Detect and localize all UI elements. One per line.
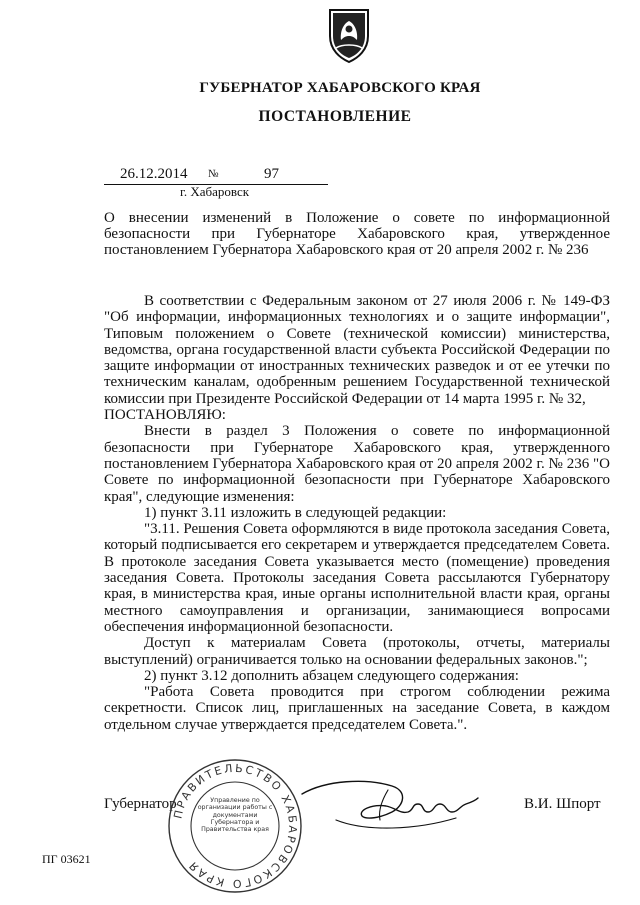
issue-city: г. Хабаровск xyxy=(180,184,250,199)
body-paragraph-access: Доступ к материалам Совета (протоколы, отчеты, материалы выступлений) ограничивается только на основании федеральных законов."; xyxy=(104,635,610,668)
registration-code: ПГ 03621 xyxy=(42,852,91,866)
body-paragraph-item-2: 2) пункт 3.12 дополнить абзацем следующего содержания: xyxy=(144,667,519,684)
handwritten-signature xyxy=(296,776,480,834)
number-sign-label: № xyxy=(208,168,219,180)
document-body xyxy=(104,293,610,733)
official-stamp xyxy=(166,757,304,895)
decree-word: ПОСТАНОВЛЯЮ: xyxy=(104,407,226,424)
body-paragraph-item-1-text: "3.11. Решения Совета оформляются в виде протокола заседания Совета, который подписывается его секретарем и утверждается председателем Совета. В протоколе заседания Совета указывается место (помещение) проведения заседания Совета. Протоколы заседания Совета рассылаются Губернатору края, в министерства края, иные органы исполнительной власти края, органы местного самоуправления и организации, занимающиеся вопросами обеспечения информационной безопасности. xyxy=(104,521,610,635)
body-paragraph-amend: Внести в раздел 3 Положения о совете по информационной безопасности при Губернаторе Хабаровского края, утвержденного постановлением Губернатора Хабаровского края от 20 апреля 2002 г. № 236 "О Совете по информационной безопасности при Губернаторе Хабаровского края", следующие изменения: xyxy=(104,423,610,505)
stamp-ring-text: ПРАВИТЕЛЬСТВО ХАБАРОВСКОГО КРАЯ xyxy=(171,761,300,891)
document-number: 97 xyxy=(264,166,279,182)
document-type-title: ПОСТАНОВЛЕНИЕ xyxy=(258,108,412,125)
document-subject: О внесении изменений в Положение о совете по информационной безопасности при Губернаторе Хабаровского края, утвержденное постановлением Губернатора Хабаровского края от 20 апреля 2002 г. № 236 xyxy=(104,210,610,258)
body-paragraph-item-2-text: "Работа Совета проводится при строгом соблюдении режима секретности. Список лиц, приглашенных на заседание Совета, в каждом отдельном случае утверждается председателем Совета.". xyxy=(104,684,610,733)
date-number-line xyxy=(104,168,328,185)
signatory-name: В.И. Шпорт xyxy=(524,796,601,812)
coat-of-arms-emblem xyxy=(326,6,372,64)
document-date: 26.12.2014 xyxy=(120,166,188,182)
signatory-title: Губернатор xyxy=(104,796,177,812)
body-paragraph-basis: В соответствии с Федеральным законом от 27 июля 2006 г. № 149-ФЗ "Об информации, информационных технологиях и о защите информации", Типовым положением о Совете (технической комиссии) министерства, ведомства, органа государственной власти субъекта Российской Федерации по защите информации от иностранных технических разведок и от ее утечки по техническим каналам, одобренным решением Государственной технической комиссии при Президенте Российской Федерации от 14 марта 1995 г. № 32, xyxy=(104,293,610,407)
issuing-authority: ГУБЕРНАТОР ХАБАРОВСКОГО КРАЯ xyxy=(199,80,481,96)
stamp-inner-text: Управление по организации работы с документами Губернатора и Правительства края xyxy=(197,797,273,834)
body-paragraph-item-1: 1) пункт 3.11 изложить в следующей редакции: xyxy=(144,504,447,521)
